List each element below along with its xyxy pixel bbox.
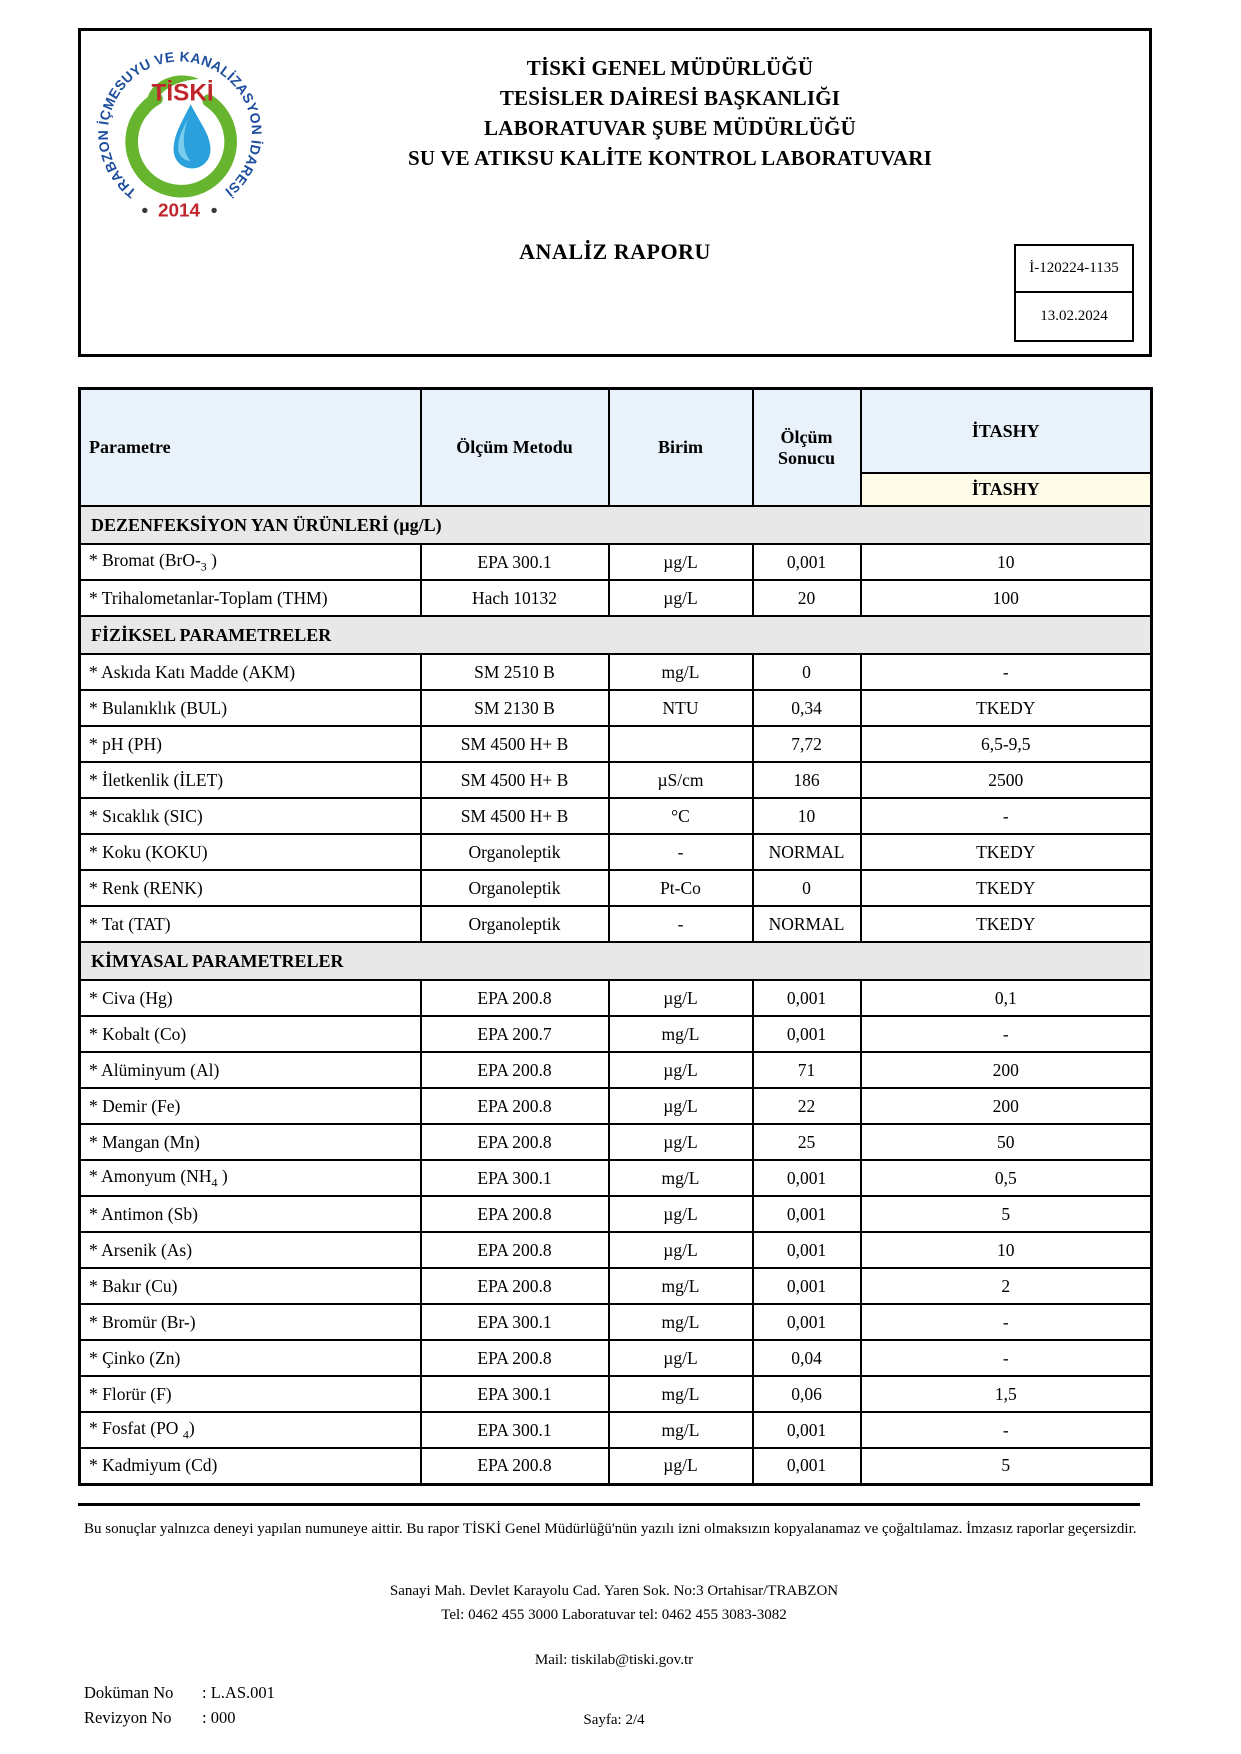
unit-cell: - (609, 834, 753, 870)
org-titles (241, 53, 1099, 173)
result-cell: 0,001 (753, 1016, 861, 1052)
unit-cell: µg/L (609, 1052, 753, 1088)
method-cell: EPA 200.8 (421, 1052, 609, 1088)
limit-cell: - (861, 1340, 1152, 1376)
unit-cell: µg/L (609, 1340, 753, 1376)
table-row (80, 1016, 1152, 1052)
unit-cell: mg/L (609, 1376, 753, 1412)
logo-water-drop-icon (174, 104, 211, 168)
logo-ring-text-container (95, 48, 265, 201)
report-title: ANALİZ RAPORU (519, 239, 711, 264)
result-cell: 0,001 (753, 980, 861, 1016)
section-label: KİMYASAL PARAMETRELER (80, 942, 1152, 980)
result-cell: 22 (753, 1088, 861, 1124)
analysis-table-wrap (78, 387, 1150, 1486)
result-cell: NORMAL (753, 834, 861, 870)
method-cell: EPA 200.8 (421, 1340, 609, 1376)
limit-cell: 10 (861, 544, 1152, 580)
method-cell: EPA 200.8 (421, 1268, 609, 1304)
param-cell: * Florür (F) (80, 1376, 421, 1412)
table-row (80, 1412, 1152, 1448)
document-no-value: : L.AS.001 (202, 1683, 275, 1702)
limit-cell: - (861, 654, 1152, 690)
param-cell: * Bakır (Cu) (80, 1268, 421, 1304)
table-row (80, 980, 1152, 1016)
analysis-table-body (80, 506, 1152, 1484)
param-cell: * Arsenik (As) (80, 1232, 421, 1268)
report-date: 13.02.2024 (1040, 308, 1108, 324)
unit-cell: mg/L (609, 1268, 753, 1304)
limit-cell: 1,5 (861, 1376, 1152, 1412)
unit-cell: µg/L (609, 980, 753, 1016)
section-row (80, 506, 1152, 544)
footer-disclaimer: Bu sonuçlar yalnızca deneyi yapılan numuneye aittir. Bu rapor TİSKİ Genel Müdürlüğü'nün yazılı izni olmaksızın kopyalanamaz ve çoğaltılamaz. İmzasız raporlar geçersizdir. (84, 1521, 1137, 1537)
result-cell: 186 (753, 762, 861, 798)
unit-cell (609, 726, 753, 762)
section-row (80, 616, 1152, 654)
limit-cell: - (861, 1412, 1152, 1448)
param-cell: * Trihalometanlar-Toplam (THM) (80, 580, 421, 616)
result-cell: 7,72 (753, 726, 861, 762)
result-cell: 71 (753, 1052, 861, 1088)
unit-cell: °C (609, 798, 753, 834)
param-cell: * pH (PH) (80, 726, 421, 762)
limit-cell: 200 (861, 1088, 1152, 1124)
unit-cell: mg/L (609, 1304, 753, 1340)
method-cell: SM 2130 B (421, 690, 609, 726)
limit-cell: TKEDY (861, 870, 1152, 906)
method-cell: EPA 200.8 (421, 1196, 609, 1232)
param-cell: * Alüminyum (Al) (80, 1052, 421, 1088)
section-label: DEZENFEKSİYON YAN ÜRÜNLERİ (µg/L) (80, 506, 1152, 544)
table-row (80, 654, 1152, 690)
table-row (80, 906, 1152, 942)
result-cell: 0,001 (753, 1196, 861, 1232)
param-cell: * Sıcaklık (SIC) (80, 798, 421, 834)
param-cell: * Çinko (Zn) (80, 1340, 421, 1376)
unit-cell: - (609, 906, 753, 942)
param-cell: * Askıda Katı Madde (AKM) (80, 654, 421, 690)
limit-cell: 100 (861, 580, 1152, 616)
header-box (78, 28, 1152, 357)
result-cell: 0,34 (753, 690, 861, 726)
table-row (80, 580, 1152, 616)
col-header-parametre: Parametre (80, 389, 421, 507)
limit-cell: TKEDY (861, 834, 1152, 870)
limit-cell: TKEDY (861, 690, 1152, 726)
unit-cell: µg/L (609, 544, 753, 580)
method-cell: Organoleptik (421, 834, 609, 870)
table-row (80, 544, 1152, 580)
section-row (80, 942, 1152, 980)
unit-cell: µg/L (609, 1196, 753, 1232)
document-no-line (84, 1683, 275, 1703)
limit-cell: 200 (861, 1052, 1152, 1088)
result-cell: 0,001 (753, 1304, 861, 1340)
method-cell: SM 4500 H+ B (421, 762, 609, 798)
param-cell: * Amonyum ($NH_4$ ) (80, 1160, 421, 1196)
method-cell: EPA 300.1 (421, 1304, 609, 1340)
limit-cell: 2 (861, 1268, 1152, 1304)
limit-cell: - (861, 1304, 1152, 1340)
result-cell: 20 (753, 580, 861, 616)
limit-cell: 10 (861, 1232, 1152, 1268)
footer-address: Sanayi Mah. Devlet Karayolu Cad. Yaren Sok. No:3 Ortahisar/TRABZON (389, 1583, 839, 1599)
param-cell: * İletkenlik (İLET) (80, 762, 421, 798)
table-row (80, 1196, 1152, 1232)
limit-cell: 2500 (861, 762, 1152, 798)
method-cell: EPA 300.1 (421, 1376, 609, 1412)
limit-cell: TKEDY (861, 906, 1152, 942)
report-id-box (1014, 244, 1134, 342)
result-cell: 0,04 (753, 1340, 861, 1376)
method-cell: EPA 200.7 (421, 1016, 609, 1052)
table-row (80, 1052, 1152, 1088)
table-row (80, 1160, 1152, 1196)
result-cell: 25 (753, 1124, 861, 1160)
logo-ring-text: TRABZON İÇMESUYU VE KANALİZASYON İDARESİ (94, 48, 266, 202)
limit-cell: 0,5 (861, 1160, 1152, 1196)
table-row (80, 1268, 1152, 1304)
table-row (80, 1376, 1152, 1412)
table-row (80, 1304, 1152, 1340)
unit-cell: Pt-Co (609, 870, 753, 906)
method-cell: EPA 200.8 (421, 1232, 609, 1268)
method-cell: Hach 10132 (421, 580, 609, 616)
result-cell: 0,001 (753, 1232, 861, 1268)
method-cell: EPA 200.8 (421, 1124, 609, 1160)
table-row (80, 834, 1152, 870)
unit-cell: mg/L (609, 1412, 753, 1448)
table-row (80, 690, 1152, 726)
limit-cell: 50 (861, 1124, 1152, 1160)
result-cell: 0,06 (753, 1376, 861, 1412)
method-cell: EPA 300.1 (421, 1160, 609, 1196)
param-cell: * Tat (TAT) (80, 906, 421, 942)
table-row (80, 1124, 1152, 1160)
section-label: FİZİKSEL PARAMETRELER (80, 616, 1152, 654)
org-title-line-2: TESİSLER DAİRESİ BAŞKANLIĞI (499, 86, 841, 110)
unit-cell: µg/L (609, 1124, 753, 1160)
table-row (80, 1448, 1152, 1484)
unit-cell: µg/L (609, 1232, 753, 1268)
method-cell: EPA 300.1 (421, 1412, 609, 1448)
param-cell: * Bromür (Br-) (80, 1304, 421, 1340)
limit-cell: - (861, 798, 1152, 834)
logo-brand-text: TİSKİ (151, 79, 214, 107)
method-cell: SM 2510 B (421, 654, 609, 690)
result-cell: 0,001 (753, 1160, 861, 1196)
col-subheader-itashy: İTASHY (861, 473, 1152, 506)
param-cell: * Bromat ($BrO-_3$ ) (80, 544, 421, 580)
param-cell: * Mangan (Mn) (80, 1124, 421, 1160)
document-no-label: Doküman No (84, 1683, 174, 1702)
method-cell: EPA 300.1 (421, 544, 609, 580)
revision-no-value: : 000 (202, 1708, 236, 1727)
report-number: İ-120224-1135 (1016, 246, 1132, 293)
result-cell: 0,001 (753, 1268, 861, 1304)
col-header-birim: Birim (609, 389, 753, 507)
table-row (80, 1088, 1152, 1124)
col-header-itashy: İTASHY (861, 389, 1152, 474)
param-cell: * Renk (RENK) (80, 870, 421, 906)
table-row (80, 762, 1152, 798)
col-header-metot: Ölçüm Metodu (421, 389, 609, 507)
limit-cell: 6,5-9,5 (861, 726, 1152, 762)
result-cell: 0,001 (753, 544, 861, 580)
org-title-line-3: LABORATUVAR ŞUBE MÜDÜRLÜĞÜ (484, 116, 856, 140)
result-cell: 0 (753, 870, 861, 906)
footer-rule (78, 1503, 1140, 1506)
unit-cell: mg/L (609, 1160, 753, 1196)
param-cell: * Civa (Hg) (80, 980, 421, 1016)
revision-no-label: Revizyon No (84, 1708, 172, 1727)
param-cell: * Koku (KOKU) (80, 834, 421, 870)
page-number: Sayfa: 2/4 (583, 1712, 645, 1728)
param-cell: * Bulanıklık (BUL) (80, 690, 421, 726)
unit-cell: µg/L (609, 1088, 753, 1124)
method-cell: SM 4500 H+ B (421, 726, 609, 762)
unit-cell: µS/cm (609, 762, 753, 798)
logo-year-text: 2014 (157, 200, 201, 222)
unit-cell: NTU (609, 690, 753, 726)
method-cell: EPA 200.8 (421, 1448, 609, 1484)
param-cell: * Kadmiyum (Cd) (80, 1448, 421, 1484)
table-row (80, 726, 1152, 762)
org-title-line-4: SU VE ATIKSU KALİTE KONTROL LABORATUVARI (408, 146, 932, 170)
param-cell: * Antimon (Sb) (80, 1196, 421, 1232)
logo-dot-right (211, 208, 216, 213)
table-row (80, 798, 1152, 834)
result-cell: 0,001 (753, 1448, 861, 1484)
footer-mail: Mail: tiskilab@tiski.gov.tr (534, 1652, 694, 1668)
limit-cell: - (861, 1016, 1152, 1052)
unit-cell: µg/L (609, 1448, 753, 1484)
param-cell: * Kobalt (Co) (80, 1016, 421, 1052)
unit-cell: µg/L (609, 580, 753, 616)
limit-cell: 5 (861, 1448, 1152, 1484)
table-row (80, 870, 1152, 906)
method-cell: EPA 200.8 (421, 1088, 609, 1124)
result-cell: 0 (753, 654, 861, 690)
analysis-table (78, 387, 1153, 1486)
unit-cell: mg/L (609, 1016, 753, 1052)
result-cell: 0,001 (753, 1412, 861, 1448)
unit-cell: mg/L (609, 654, 753, 690)
method-cell: SM 4500 H+ B (421, 798, 609, 834)
col-header-sonuc: Ölçüm Sonucu (753, 389, 861, 507)
method-cell: EPA 200.8 (421, 980, 609, 1016)
table-row (80, 1232, 1152, 1268)
table-row (80, 1340, 1152, 1376)
method-cell: Organoleptik (421, 870, 609, 906)
logo-dot-left (142, 208, 147, 213)
method-cell: Organoleptik (421, 906, 609, 942)
limit-cell: 0,1 (861, 980, 1152, 1016)
org-title-line-1: TİSKİ GENEL MÜDÜRLÜĞÜ (526, 56, 814, 80)
result-cell: 10 (753, 798, 861, 834)
limit-cell: 5 (861, 1196, 1152, 1232)
param-cell: * Demir (Fe) (80, 1088, 421, 1124)
result-cell: NORMAL (753, 906, 861, 942)
param-cell: * Fosfat (PO $_4$) (80, 1412, 421, 1448)
footer-phones: Tel: 0462 455 3000 Laboratuvar tel: 0462 455 3083-3082 (441, 1607, 787, 1623)
